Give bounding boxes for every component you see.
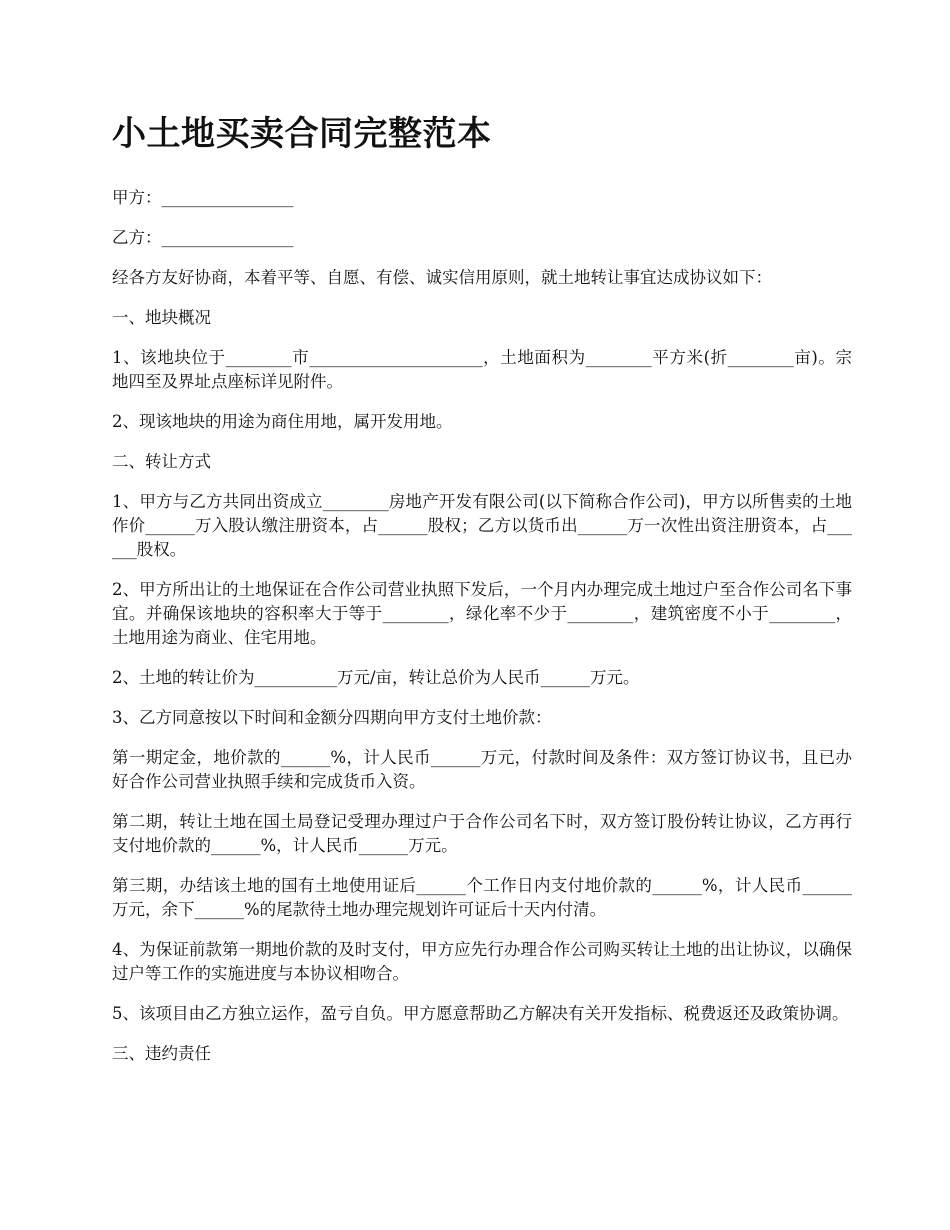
clause-land-use: 2、现该地块的用途为商住用地，属开发用地。: [112, 412, 453, 431]
clause-independent-operation: 5、该项目由乙方独立运作，盈亏自负。甲方愿意帮助乙方解决有关开发指标、税费返还及政策协调。: [112, 1004, 849, 1023]
payment-phase-3: 第三期，办结该土地的国有土地使用证后______个工作日内支付地价款的______%，计人民币______万元，余下______%的尾款待土地办理完规划许可证后十天内付清。: [112, 876, 852, 919]
clause-payment-schedule: 3、乙方同意按以下时间和金额分四期向甲方支付土地价款：: [112, 708, 552, 727]
party-b-line: 乙方：________________: [112, 228, 294, 247]
preamble-paragraph: 经各方友好协商，本着平等、自愿、有偿、诚实信用原则，就土地转让事宜达成协议如下：: [112, 268, 772, 287]
clause-payment-security: 4、为保证前款第一期地价款的及时支付，甲方应先行办理合作公司购买转让土地的出让协议，以确保过户等工作的实施进度与本协议相吻合。: [112, 940, 852, 983]
clause-transfer-guarantee: 2、甲方所出让的土地保证在合作公司营业执照下发后，一个月内办理完成土地过户至合作公司名下事宜。并确保该地块的容积率大于等于________，绿化率不少于________，建筑密度不小于________，土地用途为商业、住宅用地。: [112, 580, 852, 647]
payment-phase-1: 第一期定金，地价款的______%，计人民币______万元，付款时间及条件：双方签订协议书，且已办好合作公司营业执照手续和完成货币入资。: [112, 748, 852, 791]
document-body: [112, 112, 852, 1082]
party-a-line: 甲方：________________: [112, 188, 294, 207]
document-title: 小土地买卖合同完整范本: [112, 114, 492, 154]
clause-transfer-price: 2、土地的转让价为__________万元/亩，转让总价为人民币______万元。: [112, 668, 640, 687]
section-heading-liability: 三、违约责任: [112, 1044, 211, 1063]
section-heading-transfer-method: 二、转让方式: [112, 452, 211, 471]
payment-phase-2: 第二期，转让土地在国土局登记受理办理过户于合作公司名下时，双方签订股份转让协议，乙方再行支付地价款的______%，计人民币______万元。: [112, 812, 852, 855]
section-heading-land-overview: 一、地块概况: [112, 308, 211, 327]
clause-joint-company: 1、甲方与乙方共同出资成立________房地产开发有限公司(以下简称合作公司)，甲方以所售卖的土地作价______万入股认缴注册资本，占______股权；乙方以货币出______万一次性出资注册资本，占______股权。: [112, 492, 852, 559]
clause-land-location: 1、该地块位于________市_____________________，土地面积为________平方米(折________亩)。宗地四至及界址点座标详见附件。: [112, 348, 852, 391]
